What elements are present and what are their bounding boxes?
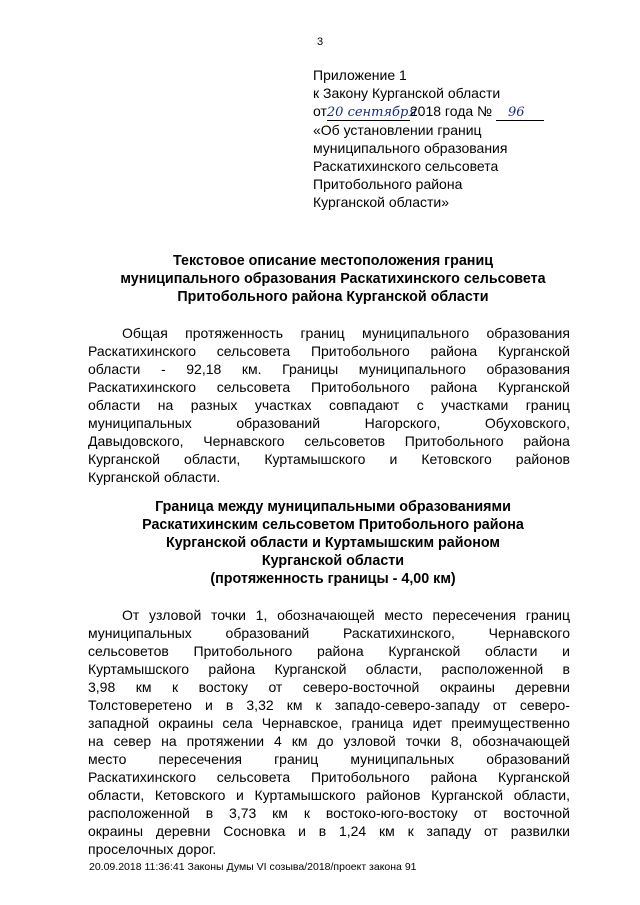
word: узловой bbox=[343, 733, 396, 749]
handwritten-date: 20 сентября bbox=[326, 105, 417, 120]
word: Сосновка bbox=[223, 823, 286, 839]
word: области, bbox=[184, 451, 241, 467]
word: расположенной bbox=[441, 661, 544, 677]
paragraph-border-description bbox=[88, 606, 570, 858]
word: района bbox=[523, 433, 570, 449]
heading-line: Курганской области и Куртамышским районом bbox=[166, 535, 500, 551]
word: с bbox=[416, 397, 424, 413]
word: к bbox=[171, 679, 179, 695]
paragraph-line bbox=[88, 624, 570, 642]
word: участками bbox=[441, 397, 509, 413]
word: расположенной bbox=[88, 805, 190, 821]
word: муниципального bbox=[358, 361, 466, 377]
word: западной bbox=[88, 715, 150, 731]
word: района bbox=[430, 379, 478, 395]
word: место bbox=[88, 751, 127, 767]
word: сельсовета bbox=[216, 379, 291, 395]
word: окраины bbox=[88, 823, 144, 839]
paragraph-line bbox=[88, 468, 570, 486]
word: от bbox=[268, 679, 283, 695]
word: протяжении bbox=[186, 733, 265, 749]
word: востоко-юго-востоку bbox=[325, 805, 458, 821]
word: от bbox=[473, 805, 488, 821]
word: Куртамышского bbox=[264, 451, 366, 467]
word: точки bbox=[210, 607, 246, 623]
paragraph-line bbox=[88, 450, 570, 468]
word: Чернавского bbox=[488, 625, 570, 641]
word: области bbox=[88, 361, 141, 377]
date-prefix: от bbox=[313, 103, 327, 119]
word: области. bbox=[164, 469, 221, 485]
word: района bbox=[430, 769, 478, 785]
word: пересечения bbox=[432, 607, 517, 623]
paragraph-line bbox=[88, 432, 570, 450]
word: км bbox=[379, 823, 395, 839]
word: восточной bbox=[503, 805, 570, 821]
word: в bbox=[225, 697, 234, 713]
word: образований bbox=[225, 625, 310, 641]
word: проселочных bbox=[88, 841, 174, 857]
paragraph-line bbox=[88, 378, 570, 396]
heading-line: (протяженность границы - 4,00 км) bbox=[210, 571, 456, 587]
word: Нагорского, bbox=[364, 415, 441, 431]
word: 3,32 bbox=[246, 697, 274, 713]
word: Кетовского bbox=[421, 451, 492, 467]
word: границ bbox=[525, 607, 570, 623]
heading-line: Курганской области bbox=[261, 553, 405, 569]
word: от bbox=[492, 697, 507, 713]
heading-line: муниципального образования Раскатихинского сельсовета bbox=[120, 271, 546, 287]
word: деревни bbox=[155, 823, 211, 839]
word: Курганской bbox=[498, 379, 570, 395]
word: пересечения bbox=[158, 751, 242, 767]
word: и bbox=[389, 451, 398, 467]
word: км bbox=[286, 697, 303, 713]
word: от bbox=[484, 823, 498, 839]
word: западо-северо-западу bbox=[334, 697, 480, 713]
word: Притобольного bbox=[310, 343, 410, 359]
word: Общая bbox=[122, 325, 168, 341]
heading-line: Текстовое описание местоположения границ bbox=[172, 253, 494, 269]
word: север bbox=[113, 733, 152, 749]
word: 1,24 bbox=[338, 823, 367, 839]
word: в bbox=[205, 805, 214, 821]
word: обозначающей bbox=[472, 733, 570, 749]
paragraph-line bbox=[88, 822, 570, 840]
word: границ bbox=[300, 325, 345, 341]
word: на bbox=[88, 733, 104, 749]
paragraph-line bbox=[88, 642, 570, 660]
border-section-heading bbox=[88, 498, 578, 588]
word: Толстоверетено bbox=[88, 697, 192, 713]
paragraph-line bbox=[88, 840, 570, 858]
word: дорог. bbox=[177, 841, 217, 857]
word: окраины bbox=[158, 715, 214, 731]
appendix-law-reference: к Закону Курганской области bbox=[313, 85, 501, 101]
word: района bbox=[208, 661, 256, 677]
word: области bbox=[88, 397, 141, 413]
section-heading bbox=[88, 252, 578, 306]
word: 4 bbox=[274, 733, 282, 749]
word: протяженность bbox=[185, 325, 284, 341]
word: границ bbox=[274, 751, 319, 767]
word: села bbox=[222, 715, 253, 731]
word: муниципальных bbox=[88, 415, 192, 431]
word: участках bbox=[254, 397, 312, 413]
word: района bbox=[430, 343, 478, 359]
word: Курганской bbox=[431, 787, 504, 803]
word: области, bbox=[513, 787, 570, 803]
word: западу bbox=[426, 823, 472, 839]
word: северо-восточной bbox=[302, 679, 420, 695]
word: 3,73 bbox=[229, 805, 257, 821]
paragraph-line bbox=[88, 696, 570, 714]
word: района bbox=[316, 643, 364, 659]
paragraph-line bbox=[88, 360, 570, 378]
word: 8, bbox=[450, 733, 463, 749]
word: Чернавское, bbox=[261, 715, 343, 731]
word: сельсовета bbox=[216, 769, 291, 785]
word: развилки bbox=[510, 823, 570, 839]
word: От bbox=[122, 607, 140, 623]
word: востоку bbox=[198, 679, 248, 695]
word: муниципальных bbox=[350, 751, 455, 767]
word: Курганской bbox=[88, 451, 160, 467]
law-title-line: Раскатихинского сельсовета bbox=[313, 158, 499, 174]
word: к bbox=[407, 823, 414, 839]
word: образования bbox=[486, 325, 570, 341]
paragraph-line bbox=[88, 324, 570, 342]
law-title-line: Курганской области» bbox=[313, 194, 450, 210]
word: муниципальных bbox=[88, 625, 192, 641]
word: области, bbox=[365, 661, 423, 677]
word: на bbox=[157, 397, 174, 413]
paragraph-line bbox=[88, 660, 570, 678]
word: северо- bbox=[519, 697, 570, 713]
word: 1, bbox=[255, 607, 268, 623]
word: деревни bbox=[515, 679, 570, 695]
word: Притобольного bbox=[310, 769, 410, 785]
word: разных bbox=[190, 397, 238, 413]
word: км bbox=[135, 679, 152, 695]
word: Чернавского bbox=[203, 433, 285, 449]
word: Куртамышского bbox=[88, 661, 190, 677]
word: Курганской bbox=[274, 661, 347, 677]
word: в bbox=[562, 661, 570, 677]
word: районов bbox=[515, 451, 570, 467]
word: км bbox=[272, 805, 288, 821]
word: сельсоветов bbox=[88, 643, 169, 659]
word: км. bbox=[241, 361, 262, 377]
law-title-line: «Об установлении границ bbox=[313, 122, 482, 138]
paragraph-line bbox=[88, 342, 570, 360]
word: Притобольного bbox=[310, 379, 410, 395]
word: Кетовского bbox=[154, 787, 226, 803]
word: Границы bbox=[282, 361, 339, 377]
law-title-line: муниципального образования bbox=[313, 140, 508, 156]
word: Раскатихинского bbox=[88, 379, 197, 395]
footer-file-path: 20.09.2018 11:36:41 Законы Думы VI созыва/2018/проект закона 91 bbox=[89, 861, 417, 873]
heading-line: Граница между муниципальными образованиями bbox=[155, 499, 511, 515]
word: и bbox=[298, 823, 306, 839]
word: Обуховского, bbox=[484, 415, 570, 431]
word: и bbox=[236, 787, 244, 803]
word: на bbox=[161, 733, 177, 749]
word: в bbox=[318, 823, 327, 839]
word: области, bbox=[88, 787, 145, 803]
word: обозначающей bbox=[277, 607, 375, 623]
word: Раскатихинского bbox=[88, 343, 197, 359]
paragraph-line bbox=[88, 786, 570, 804]
appendix-date-line bbox=[313, 102, 613, 121]
word: Притобольного bbox=[193, 643, 293, 659]
word: 92,18 bbox=[186, 361, 222, 377]
word: до bbox=[317, 733, 334, 749]
word: идет bbox=[412, 715, 443, 731]
appendix-block bbox=[313, 66, 613, 211]
word: образований bbox=[486, 751, 570, 767]
law-title-line: Притобольного района bbox=[313, 176, 463, 192]
word: районов bbox=[366, 787, 421, 803]
paragraph-line bbox=[88, 732, 570, 750]
word: образований bbox=[236, 415, 321, 431]
appendix-title: Приложение 1 bbox=[313, 67, 407, 83]
word: Курганской bbox=[498, 343, 570, 359]
word: место bbox=[384, 607, 423, 623]
paragraph-line bbox=[88, 750, 570, 768]
word: Раскатихинского bbox=[88, 769, 197, 785]
word: - bbox=[160, 361, 166, 377]
page-number: 3 bbox=[316, 36, 324, 48]
word: и bbox=[562, 643, 570, 659]
word: 3,98 bbox=[88, 679, 116, 695]
word: к bbox=[315, 697, 322, 713]
word: совпадают bbox=[328, 397, 400, 413]
paragraph-total-length bbox=[88, 324, 570, 486]
word: Курганской bbox=[498, 769, 570, 785]
paragraph-line bbox=[88, 606, 570, 624]
paragraph-line bbox=[88, 804, 570, 822]
word: преимущественно bbox=[451, 715, 570, 731]
handwritten-law-number: 96 bbox=[496, 105, 544, 121]
heading-line: Раскатихинским сельсоветом Притобольного района bbox=[142, 517, 524, 533]
word: Раскатихинского, bbox=[342, 625, 455, 641]
paragraph-line bbox=[88, 768, 570, 786]
word: Притобольного bbox=[404, 433, 504, 449]
word: образования bbox=[486, 361, 570, 377]
word: области bbox=[485, 643, 538, 659]
word: к bbox=[303, 805, 310, 821]
word: Давыдовского, bbox=[88, 433, 184, 449]
word: муниципального bbox=[362, 325, 470, 341]
word: сельсоветов bbox=[304, 433, 386, 449]
word: км bbox=[291, 733, 308, 749]
word: Куртамышского bbox=[254, 787, 356, 803]
paragraph-line bbox=[88, 714, 570, 732]
word: Курганской bbox=[88, 469, 160, 485]
word: границ bbox=[525, 397, 570, 413]
word: сельсовета bbox=[216, 343, 291, 359]
word: граница bbox=[351, 715, 404, 731]
paragraph-line bbox=[88, 414, 570, 432]
paragraph-line bbox=[88, 678, 570, 696]
word: и bbox=[204, 697, 213, 713]
word: узловой bbox=[149, 607, 202, 623]
word: Курганской bbox=[388, 643, 461, 659]
paragraph-line bbox=[88, 396, 570, 414]
word: окраины bbox=[439, 679, 495, 695]
heading-line: Притобольного района Курганской области bbox=[177, 289, 489, 305]
word: точки bbox=[405, 733, 441, 749]
date-suffix: 2018 года № bbox=[409, 103, 493, 119]
